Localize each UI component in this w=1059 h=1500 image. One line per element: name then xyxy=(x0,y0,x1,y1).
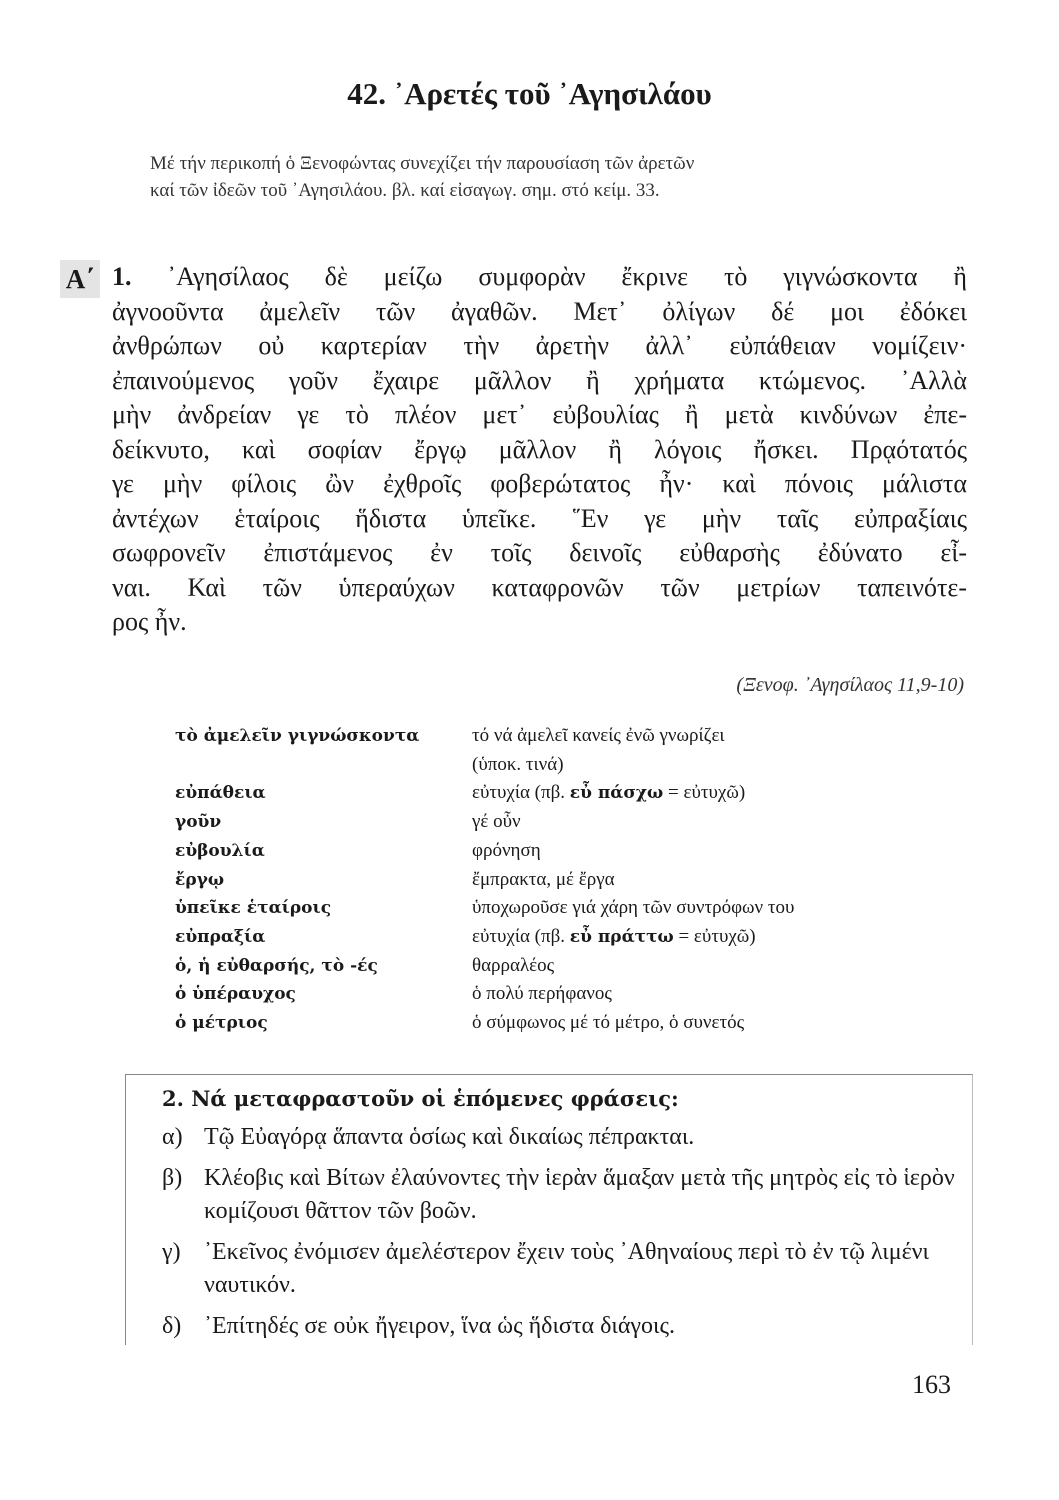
definition-text: = εὐτυχῶ) xyxy=(673,925,756,947)
definition-text: εὐτυχία (πβ. xyxy=(472,782,570,804)
passage-text: ᾿Αγησίλαος δὲ μείζω συμφορὰν ἔκρινε τὸ γιγνώσκοντα ἢ xyxy=(167,262,968,291)
item-label: δ) xyxy=(162,1313,182,1339)
passage-line: γε μὴν φίλοις ὢν ἐχθροῖς φοβερώτατος ἦν· καὶ πόνοις μάλιστα xyxy=(112,469,967,498)
glossary-definition: ὑποχωροῦσε γιά χάρη τῶν συντρόφων του xyxy=(472,897,795,919)
glossary-row xyxy=(175,808,975,837)
glossary-row xyxy=(175,952,975,981)
glossary-definition: ὁ σύμφωνος μέ τό μέτρο, ὁ συνετός xyxy=(472,1012,745,1034)
exercise-item xyxy=(162,1310,962,1343)
glossary-definition: θαρραλέος xyxy=(472,954,555,976)
passage-line: ρος ἦν. xyxy=(112,607,187,636)
glossary-definition: ὁ πολύ περήφανος xyxy=(472,983,612,1005)
glossary-definition: τό νά ἀμελεῖ κανείς ἐνῶ γνωρίζει xyxy=(472,725,725,746)
glossary-term: γοῦν xyxy=(175,812,222,833)
exercise-item xyxy=(162,1121,962,1154)
passage-line: σωφρονεῖν ἐπιστάμενος ἐν τοῖς δεινοῖς εὐθαρσὴς ἐδύνατο εἶ- xyxy=(112,538,967,567)
lesson-title: 42. ᾿Αρετές τοῦ ᾿Αγησιλάου xyxy=(347,76,712,111)
glossary-row xyxy=(175,980,975,1009)
passage-line: ἀνθρώπων οὐ καρτερίαν τὴν ἀρετὴν ἀλλ᾿ εὐπάθειαν νομίζειν· xyxy=(112,331,967,360)
glossary-row xyxy=(175,751,975,780)
item-text: ᾿Επίτηδές σε οὐκ ἤγειρον, ἵνα ὡς ἥδιστα διάγοις. xyxy=(204,1313,675,1339)
passage-line xyxy=(112,260,967,295)
glossary-term: ὁ ὑπέραυχος xyxy=(175,984,296,1005)
glossary-term xyxy=(175,751,472,780)
passage-line: μὴν ἀνδρείαν γε τὸ πλέον μετ᾿ εὐβουλίας ἢ μετὰ κινδύνων ἐπε- xyxy=(112,400,967,429)
passage-number: 1. xyxy=(112,262,132,291)
exercise xyxy=(162,1086,962,1351)
glossary-row xyxy=(175,837,975,866)
page-number: 163 xyxy=(912,1370,951,1399)
passage-line: ἐπαινούμενος γοῦν ἔχαιρε μᾶλλον ἢ χρήματα κτώμενος. ᾿Αλλὰ xyxy=(112,365,967,395)
greek-passage xyxy=(112,260,967,640)
glossary-definition xyxy=(472,923,975,952)
item-label: β) xyxy=(162,1165,183,1191)
passage-line: ἀγνοοῦντα ἀμελεῖν τῶν ἀγαθῶν. Μετ᾿ ὀλίγων δέ μοι ἐδόκει xyxy=(112,296,967,326)
glossary-term: εὐπάθεια xyxy=(175,783,266,804)
glossary xyxy=(175,722,975,1038)
passage-line: ἀντέχων ἑταίροις ἥδιστα ὑπεῖκε. ῞Εν γε μὴν ταῖς εὐπραξίαις xyxy=(112,503,967,533)
glossary-row xyxy=(175,894,975,923)
glossary-definition: φρόνηση xyxy=(472,839,541,861)
definition-bold: εὖ πράττω xyxy=(569,926,674,947)
intro-line: Μέ τήν περικοπή ὁ Ξενοφώντας συνεχίζει τήν παρουσίαση τῶν ἀρετῶν xyxy=(150,153,695,174)
glossary-definition xyxy=(472,779,975,808)
intro-note xyxy=(150,150,940,204)
item-text: Τῷ Εὐαγόρᾳ ἅπαντα ὁσίως καὶ δικαίως πέπρακται. xyxy=(204,1124,695,1150)
glossary-term: ἔργῳ xyxy=(175,869,225,890)
glossary-definition: ἔμπρακτα, μέ ἔργα xyxy=(472,868,615,890)
glossary-term: ὁ μέτριος xyxy=(175,1013,268,1034)
item-label: α) xyxy=(162,1124,183,1150)
glossary-row xyxy=(175,1009,975,1038)
glossary-row xyxy=(175,722,975,751)
glossary-row xyxy=(175,923,975,952)
glossary-term: τὸ ἀμελεῖν γιγνώσκοντα xyxy=(175,726,420,746)
glossary-row xyxy=(175,866,975,895)
exercise-item xyxy=(162,1236,962,1302)
section-marker: Α΄ xyxy=(60,260,100,298)
citation: (Ξενοφ. ᾿Αγησίλαος 11,9-10) xyxy=(736,674,964,696)
definition-text: εὐτυχία (πβ. xyxy=(472,925,570,947)
intro-line: καί τῶν ἰδεῶν τοῦ ᾿Αγησιλάου. βλ. καί εἰσαγωγ. σημ. στό κείμ. 33. xyxy=(150,180,660,201)
glossary-term: εὐβουλία xyxy=(175,840,265,861)
definition-bold: εὖ πάσχω xyxy=(569,783,664,804)
passage-line: δείκνυτο, καὶ σοφίαν ἔργῳ μᾶλλον ἢ λόγοις ἤσκει. Πρᾳότατός xyxy=(112,434,967,464)
item-text: ᾿Εκεῖνος ἐνόμισεν ἀμελέστερον ἔχειν τοὺς ᾿Αθηναίους περὶ τὸ ἐν τῷ λιμένι ναυτικόν. xyxy=(204,1239,929,1298)
item-text: Κλέοβις καὶ Βίτων ἐλαύνοντες τὴν ἱερὰν ἅμαξαν μετὰ τῆς μητρὸς εἰς τὸ ἱερὸν κομίζουσι θᾶττον τῶν βοῶν. xyxy=(204,1165,955,1224)
exercise-item xyxy=(162,1162,962,1228)
glossary-term: ὁ, ἡ εὐθαρσής, τὸ -ές xyxy=(175,955,378,976)
glossary-row xyxy=(175,779,975,808)
exercise-heading: 2. Νά μεταφραστοῦν οἱ ἑπόμενες φράσεις: xyxy=(162,1086,679,1111)
item-label: γ) xyxy=(162,1239,181,1265)
passage-line: ναι. Καὶ τῶν ὑπεραύχων καταφρονῶν τῶν μετρίων ταπεινότε- xyxy=(112,572,967,602)
glossary-definition: (ὑποκ. τινά) xyxy=(472,753,564,775)
glossary-term: εὐπραξία xyxy=(175,926,266,947)
glossary-definition: γέ οὖν xyxy=(472,811,521,833)
glossary-term: ὑπεῖκε ἑταίροις xyxy=(175,898,332,919)
definition-text: = εὐτυχῶ) xyxy=(663,782,746,804)
